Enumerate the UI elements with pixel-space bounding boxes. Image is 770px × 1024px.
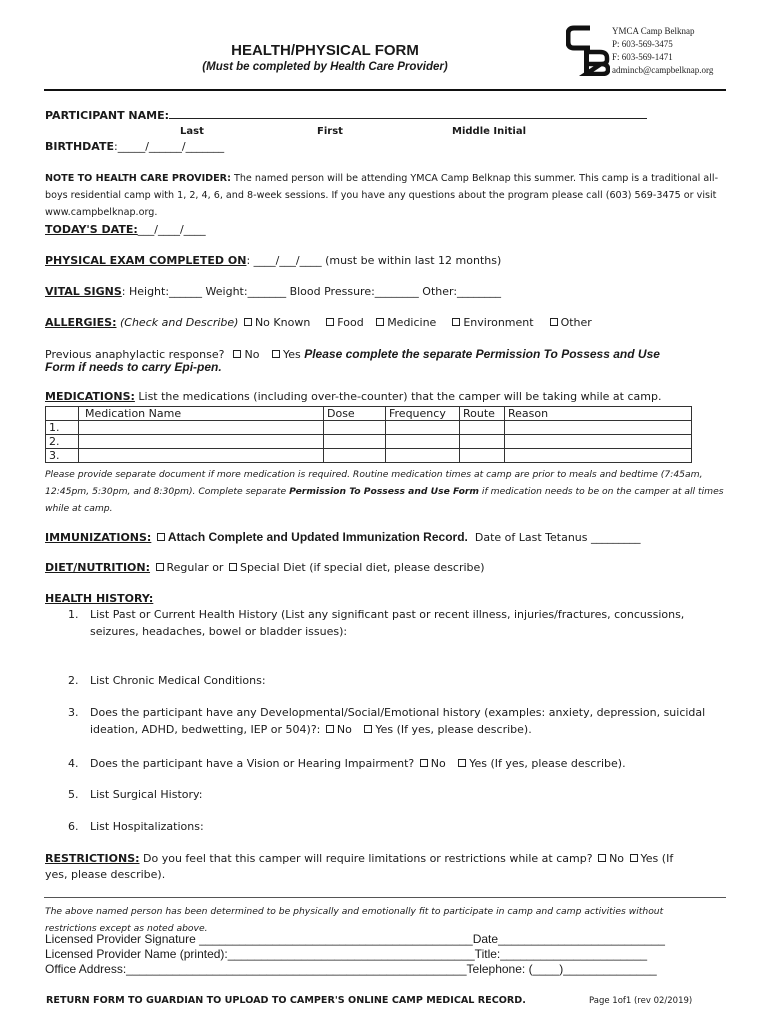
sublabel-last: Last xyxy=(180,126,204,137)
history-item-3 xyxy=(68,704,730,738)
medication-footnote-bold: Permission To Possess and Use Form xyxy=(289,486,479,497)
tetanus-date[interactable]: Date of Last Tetanus _________ xyxy=(474,531,641,544)
history-text: List Past or Current Health History (List any significant past or recent illness, injuries/fractures, concussions, seizures, headaches, bowel or bladder issues): xyxy=(90,608,685,638)
todays-date-label: TODAY'S DATE: xyxy=(45,223,138,236)
birthdate-row[interactable] xyxy=(45,140,224,153)
allergy-food-checkbox[interactable] xyxy=(326,318,334,326)
med-row-num: 2. xyxy=(46,435,79,449)
history-text: Does the participant have a Vision or Hearing Impairment? xyxy=(90,757,418,770)
medication-footnote xyxy=(45,466,735,517)
history-3-no-label: No xyxy=(336,723,352,736)
health-history-label: HEALTH HISTORY: xyxy=(45,592,154,605)
diet-special-label: Special Diet (if special diet, please describe) xyxy=(239,561,485,574)
allergy-no-known-label: No Known xyxy=(254,316,311,329)
return-instruction: RETURN FORM TO GUARDIAN TO UPLOAD TO CAMPER'S ONLINE CAMP MEDICAL RECORD. xyxy=(46,995,526,1006)
history-text: List Surgical History: xyxy=(90,788,203,801)
form-title: HEALTH/PHYSICAL FORM xyxy=(231,42,419,59)
attestation-divider xyxy=(44,897,726,898)
diet-label: DIET/NUTRITION: xyxy=(45,561,151,574)
anaphylactic-no-label: No xyxy=(244,348,260,361)
history-item-2 xyxy=(68,672,730,689)
restrictions-line-2: yes, please describe). xyxy=(45,868,166,881)
anaphylactic-yes-checkbox[interactable] xyxy=(272,350,280,358)
medications-intro: List the medications (including over-the-counter) that the camper will be taking while at camp. xyxy=(138,390,662,403)
anaphylactic-question: Previous anaphylactic response? xyxy=(45,348,225,361)
allergies-hint: (Check and Describe) xyxy=(119,316,239,329)
org-name: YMCA Camp Belknap xyxy=(612,26,695,36)
epipen-instruction-2: Form if needs to carry Epi-pen. xyxy=(45,360,222,374)
birthdate-label: BIRTHDATE xyxy=(45,140,114,153)
todays-date-blank[interactable]: ___/____/____ xyxy=(137,223,206,236)
med-col-num xyxy=(46,407,79,421)
medications-table xyxy=(45,406,692,463)
immunization-option: Attach Complete and Updated Immunization Record. xyxy=(167,530,468,544)
sublabel-middle: Middle Initial xyxy=(452,126,527,137)
provider-note-label: NOTE TO HEALTH CARE PROVIDER: xyxy=(45,173,231,184)
med-row-num: 1. xyxy=(46,421,79,435)
anaphylactic-row xyxy=(45,347,660,361)
provider-note-text: The named person will be attending YMCA Camp Belknap this summer. This camp is a traditional all-boys residential camp with 1, 2, 4, 6, and 8-week sessions. If you have any questions about the program please call (603) 569-3475 or visit www.campbelknap.org. xyxy=(45,173,719,218)
history-4-yes-checkbox[interactable] xyxy=(458,759,466,767)
table-row xyxy=(46,421,692,435)
med-name-cell[interactable] xyxy=(79,435,324,449)
physical-exam-note: (must be within last 12 months) xyxy=(325,254,502,267)
diet-row xyxy=(45,561,485,574)
vital-signs-fields[interactable]: : Height:______ Weight:_______ Blood Pressure:________ Other:________ xyxy=(121,285,502,298)
med-col-frequency: Frequency xyxy=(386,407,460,421)
history-3-no-checkbox[interactable] xyxy=(326,725,334,733)
history-num: 2. xyxy=(68,674,79,687)
birthdate-blank[interactable]: :_____/______/_______ xyxy=(113,140,225,153)
medications-label: MEDICATIONS: xyxy=(45,390,135,403)
history-item-4 xyxy=(68,755,730,772)
med-col-dose: Dose xyxy=(324,407,386,421)
med-col-route: Route xyxy=(460,407,505,421)
history-num: 4. xyxy=(68,757,79,770)
page-number: Page 1of1 (rev 02/2019) xyxy=(589,996,693,1006)
history-3-yes-label: Yes (If yes, please describe). xyxy=(375,723,532,736)
med-frequency-cell[interactable] xyxy=(386,421,460,435)
allergy-environment-checkbox[interactable] xyxy=(452,318,460,326)
provider-note xyxy=(45,170,725,221)
med-reason-cell[interactable] xyxy=(505,435,692,449)
table-row xyxy=(46,449,692,463)
allergy-environment-label: Environment xyxy=(463,316,534,329)
medications-header-row xyxy=(46,407,692,421)
history-text: Does the participant have any Developmental/Social/Emotional history (examples: anxiety, depression, suicidal ideation, ADHD, bedwetting, IEP or 504)?: xyxy=(90,706,706,736)
med-name-cell[interactable] xyxy=(79,421,324,435)
org-contact xyxy=(612,25,713,77)
med-row-num: 3. xyxy=(46,449,79,463)
history-3-yes-checkbox[interactable] xyxy=(364,725,372,733)
med-dose-cell[interactable] xyxy=(324,421,386,435)
restrictions-text: Do you feel that this camper will require limitations or restrictions while at camp? xyxy=(143,852,593,865)
history-item-1 xyxy=(68,606,730,640)
attestation-text: The above named person has been determined to be physically and emotionally fit to participate in camp and camp activities without restrictions except as noted above. xyxy=(45,906,664,934)
form-subtitle: (Must be completed by Health Care Provider) xyxy=(202,61,448,73)
med-reason-cell[interactable] xyxy=(505,421,692,435)
med-frequency-cell[interactable] xyxy=(386,435,460,449)
history-item-5 xyxy=(68,786,730,803)
med-dose-cell[interactable] xyxy=(324,449,386,463)
history-4-no-label: No xyxy=(430,757,446,770)
allergies-label: ALLERGIES: xyxy=(45,316,117,329)
sublabel-first: First xyxy=(317,126,343,137)
allergies-row xyxy=(45,316,592,329)
med-route-cell[interactable] xyxy=(460,449,505,463)
restrictions-label: RESTRICTIONS: xyxy=(45,852,140,865)
diet-special-checkbox[interactable] xyxy=(229,563,237,571)
med-col-name: Medication Name xyxy=(79,407,324,421)
history-num: 5. xyxy=(68,788,79,801)
office-address-line[interactable]: Office Address:___________________________________________________Telephone: (____)______________ xyxy=(45,962,657,976)
allergy-medicine-label: Medicine xyxy=(387,316,437,329)
history-num: 6. xyxy=(68,820,79,833)
immunization-checkbox[interactable] xyxy=(157,533,165,541)
allergy-other-checkbox[interactable] xyxy=(550,318,558,326)
table-row xyxy=(46,435,692,449)
physical-exam-row[interactable] xyxy=(45,254,501,267)
med-dose-cell[interactable] xyxy=(324,435,386,449)
allergy-other-label: Other xyxy=(560,316,592,329)
restrictions-no-label: No xyxy=(609,852,625,865)
physical-exam-blank[interactable]: : ____/___/____ xyxy=(246,254,322,267)
todays-date-row[interactable] xyxy=(45,223,206,236)
diet-regular-checkbox[interactable] xyxy=(156,563,164,571)
medication-footnote-a: Please provide separate document if more medication is required. Routine medication times at camp are prior to meals and bedtime (7:45am, 12:45pm, 5:30pm, and 8:30pm). Complete separate xyxy=(45,469,703,497)
org-email: admincb@campbelknap.org xyxy=(612,65,714,75)
allergy-medicine-checkbox[interactable] xyxy=(376,318,384,326)
restrictions-row xyxy=(45,852,673,865)
history-num: 3. xyxy=(68,706,79,719)
anaphylactic-no-checkbox[interactable] xyxy=(233,350,241,358)
diet-regular-label: Regular or xyxy=(166,561,224,574)
history-4-yes-label: Yes (If yes, please describe). xyxy=(469,757,626,770)
med-route-cell[interactable] xyxy=(460,421,505,435)
history-4-no-checkbox[interactable] xyxy=(420,759,428,767)
header-divider xyxy=(44,89,726,91)
signature-line[interactable]: Licensed Provider Signature _________________________________________Date_________________________ xyxy=(45,932,665,946)
med-frequency-cell[interactable] xyxy=(386,449,460,463)
history-text: List Hospitalizations: xyxy=(90,820,204,833)
participant-name-label: PARTICIPANT NAME: xyxy=(45,109,169,122)
immunizations-row xyxy=(45,530,641,544)
history-num: 1. xyxy=(68,608,79,621)
history-text-wrap xyxy=(90,755,730,772)
restrictions-no-checkbox[interactable] xyxy=(598,854,606,862)
med-name-cell[interactable] xyxy=(79,449,324,463)
vital-signs-row[interactable] xyxy=(45,285,501,298)
restrictions-yes-label: Yes (If xyxy=(640,852,674,865)
participant-name-line[interactable] xyxy=(169,108,647,119)
epipen-instruction-1: Please complete the separate Permission To Possess and Use xyxy=(304,347,660,361)
history-text-wrap xyxy=(90,704,730,738)
history-text: List Chronic Medical Conditions: xyxy=(90,674,266,687)
vital-signs-label: VITAL SIGNS xyxy=(45,285,122,298)
restrictions-yes-checkbox[interactable] xyxy=(630,854,638,862)
med-col-reason: Reason xyxy=(505,407,692,421)
med-route-cell[interactable] xyxy=(460,435,505,449)
participant-name-row xyxy=(45,108,647,122)
allergy-food-label: Food xyxy=(337,316,364,329)
camp-logo xyxy=(566,24,610,76)
history-item-6 xyxy=(68,818,730,835)
org-fax: F: 603-569-1471 xyxy=(612,52,673,62)
allergy-no-known-checkbox[interactable] xyxy=(244,318,252,326)
med-reason-cell[interactable] xyxy=(505,449,692,463)
medication-footnote-b: if medication needs to be on the camper at all times while at camp. xyxy=(45,486,724,514)
physical-exam-label: PHYSICAL EXAM COMPLETED ON xyxy=(45,254,247,267)
org-phone: P: 603-569-3475 xyxy=(612,39,673,49)
immunizations-label: IMMUNIZATIONS: xyxy=(45,531,152,544)
provider-name-line[interactable]: Licensed Provider Name (printed):_____________________________________Title:______________________ xyxy=(45,947,648,961)
anaphylactic-yes-label: Yes xyxy=(282,348,301,361)
medications-row xyxy=(45,390,661,403)
